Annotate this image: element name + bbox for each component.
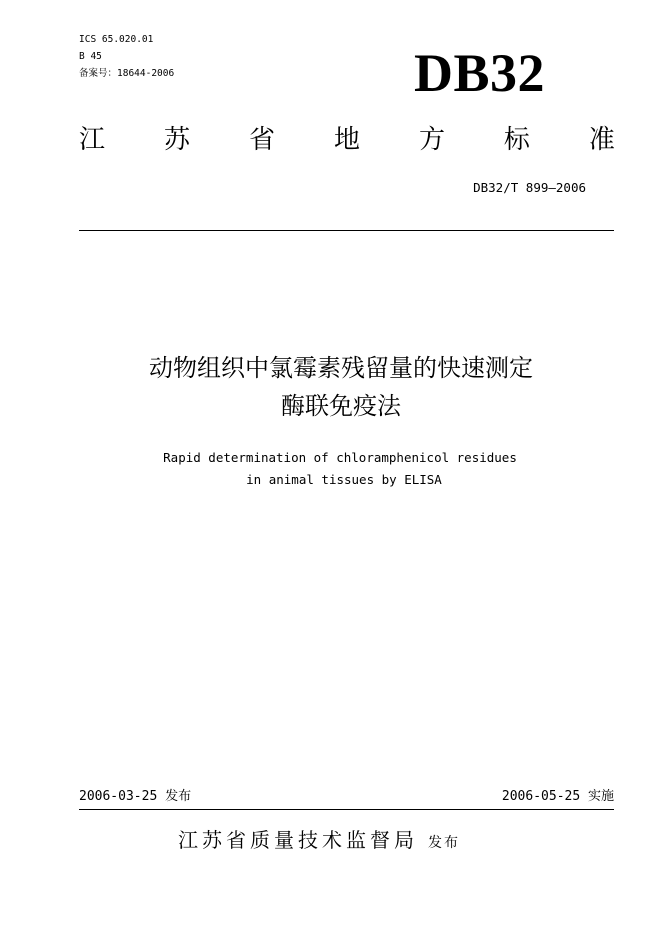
standard-type-char: 标 (503, 125, 530, 155)
record-number: 备案号：18644-2006 (79, 68, 175, 79)
standard-type-heading (79, 122, 615, 158)
implementation-date: 2006-05-25 实施 (501, 789, 614, 804)
english-title-line-1: Rapid determination of chloramphenicol residues (163, 450, 517, 465)
standard-type-char: 江 (79, 125, 106, 155)
issue-date: 2006-03-25 发布 (79, 789, 192, 804)
classification-code: B 45 (79, 51, 102, 62)
ics-code: ICS 65.020.01 (79, 34, 154, 45)
issuer-name: 江苏省质量技术监督局 (178, 828, 418, 852)
issuer (178, 825, 460, 855)
standard-type-char: 苏 (163, 125, 190, 155)
standard-number: DB32/T 899—2006 (473, 180, 586, 195)
chinese-title-line-1: 动物组织中氯霉素残留量的快速测定 (149, 354, 533, 382)
bottom-divider (79, 809, 614, 810)
chinese-title-line-2: 酶联免疫法 (281, 392, 401, 420)
standard-type-char: 方 (418, 125, 445, 155)
top-divider (79, 230, 614, 231)
standard-type-char: 地 (333, 125, 360, 155)
standard-type-char: 准 (588, 125, 615, 155)
issuer-suffix: 发布 (428, 835, 460, 851)
english-title-line-2: in animal tissues by ELISA (246, 472, 442, 487)
standard-logo: DB32 (414, 43, 546, 103)
standard-type-char: 省 (248, 125, 275, 155)
